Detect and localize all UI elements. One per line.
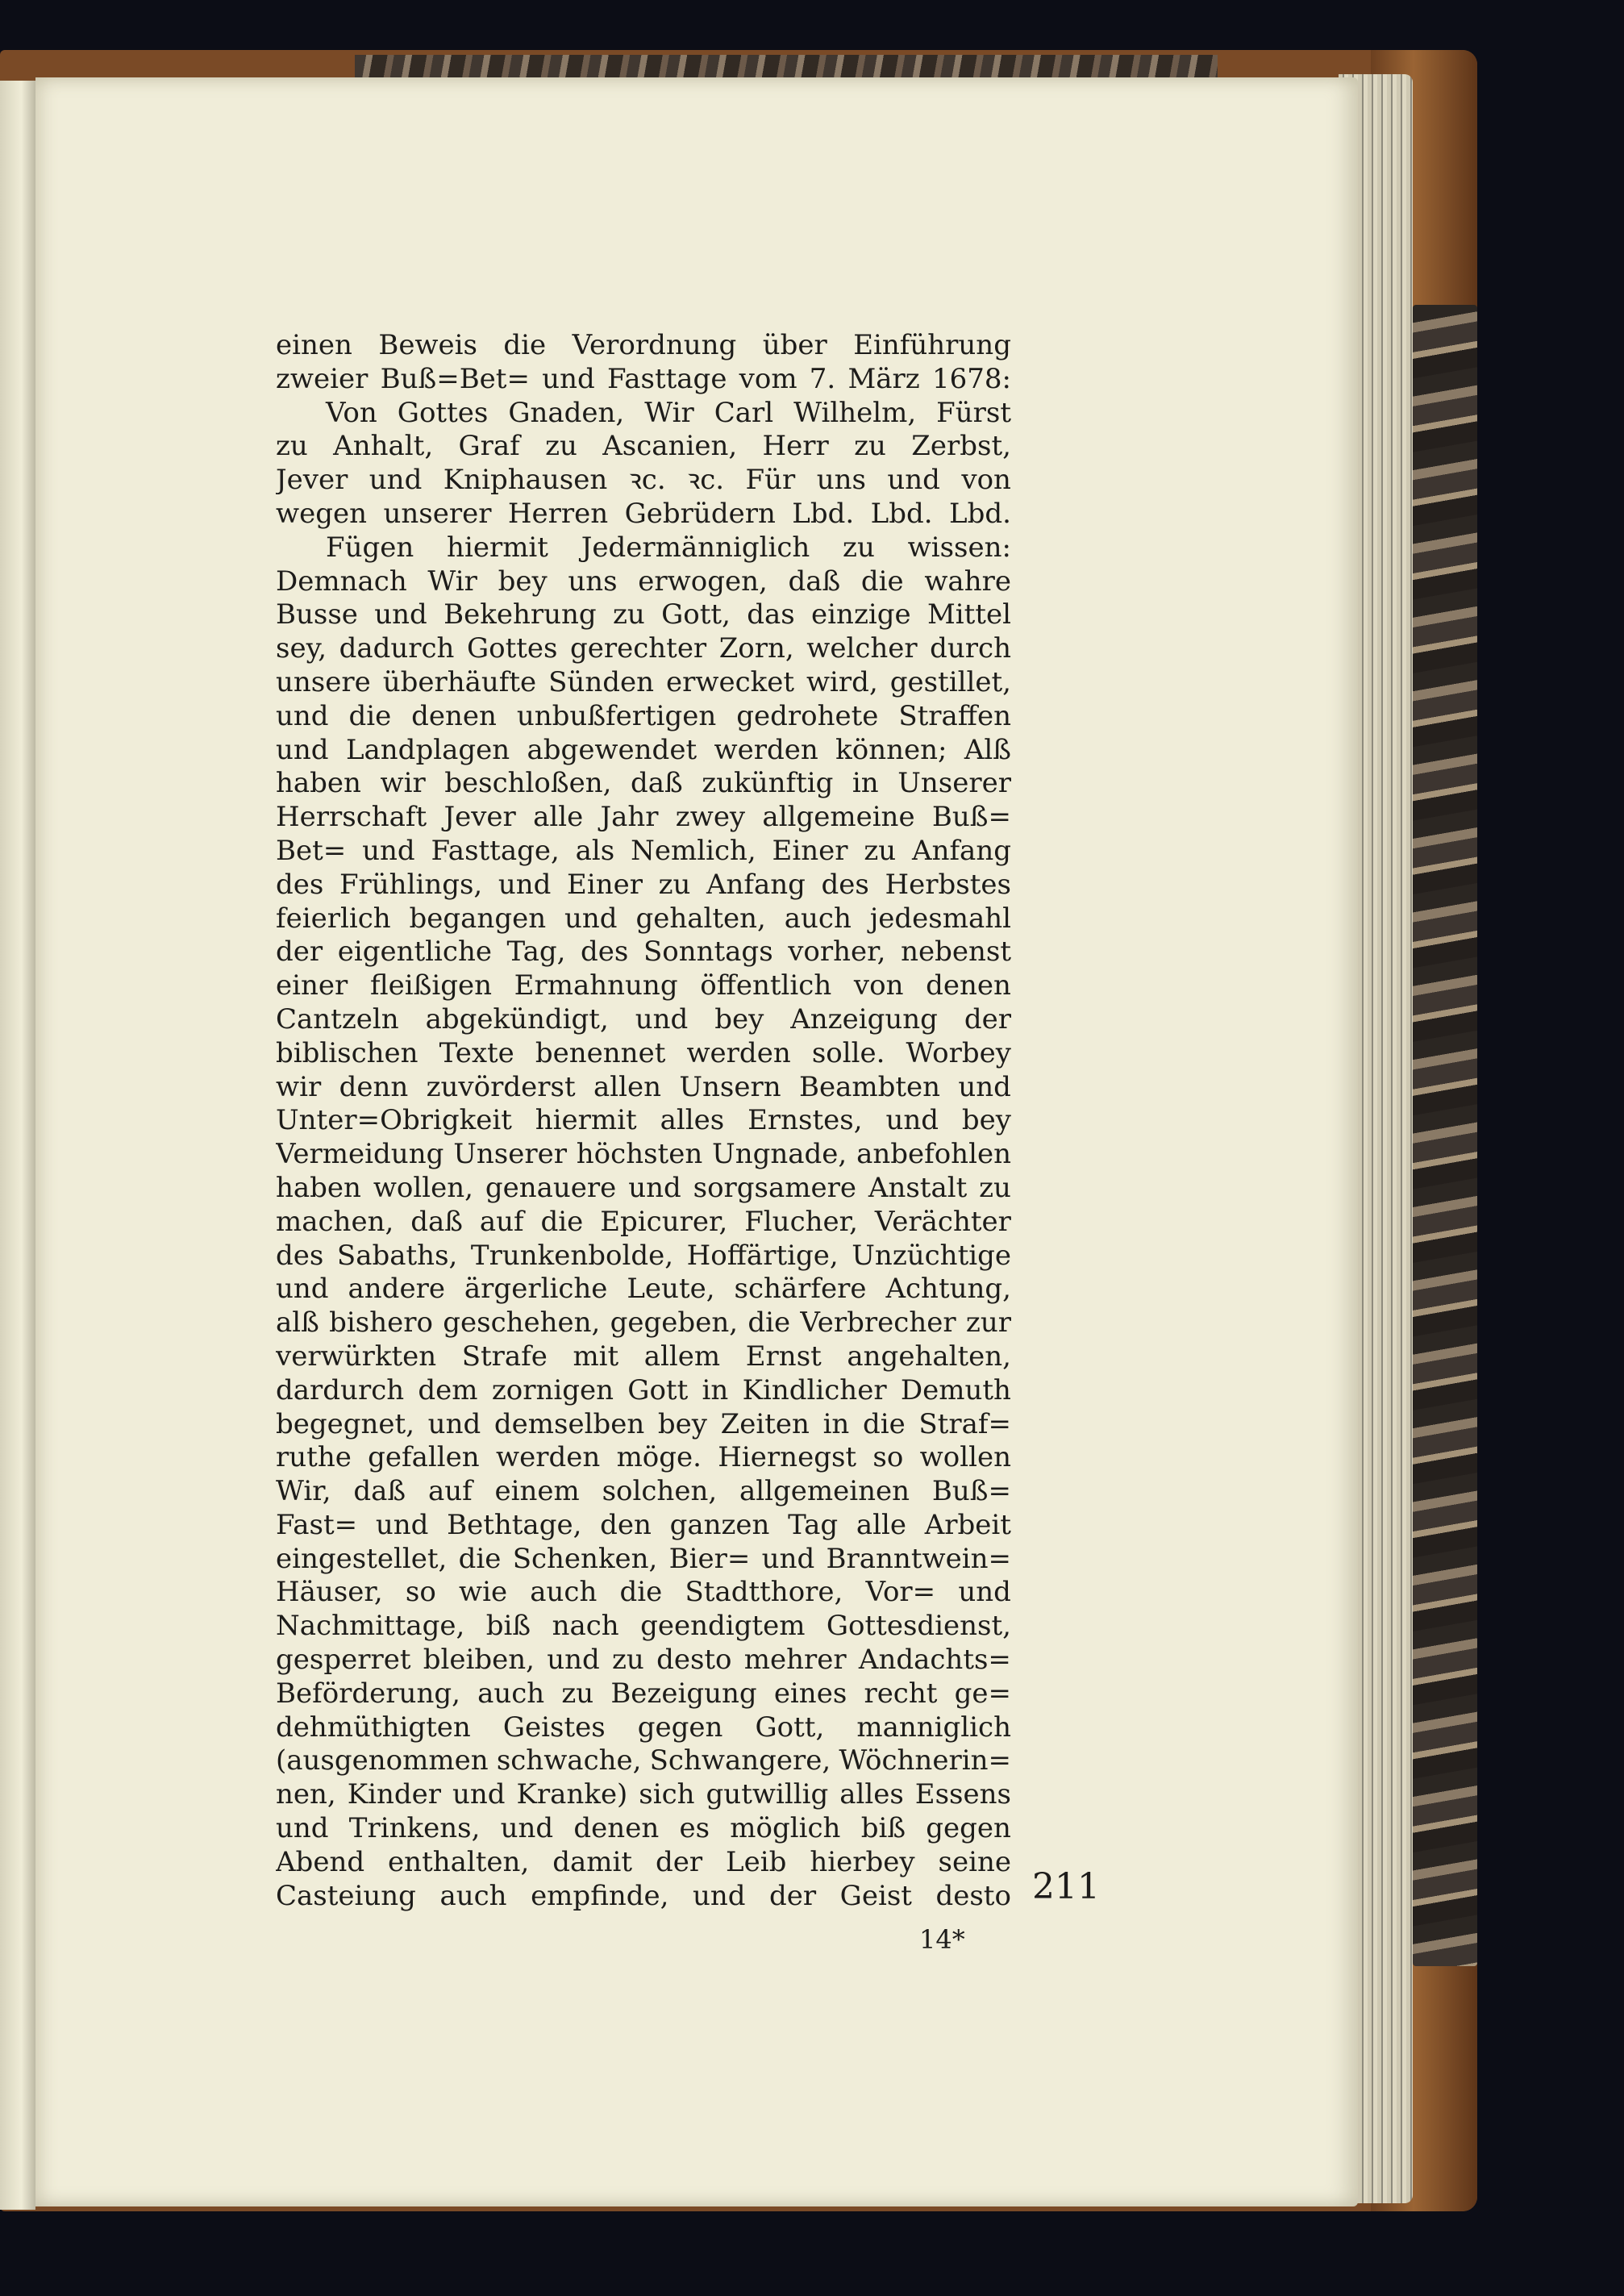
text-line: Unter=Obrigkeit hiermit alles Ernstes, und bey <box>276 1104 1011 1137</box>
text-line: Beförderung, auch zu Bezeigung eines recht ge= <box>276 1677 1011 1710</box>
signature-mark: 14* <box>919 1924 965 1955</box>
text-line: Fügen hiermit Jedermänniglich zu wissen: <box>326 531 1011 564</box>
text-line: des Frühlings, und Einer zu Anfang des Herbstes <box>276 868 1011 901</box>
text-line: verwürkten Strafe mit allem Ernst angehalten, <box>276 1340 1011 1373</box>
text-line: gesperret bleiben, und zu desto mehrer Andachts= <box>276 1644 1011 1677</box>
text-line: eingestellet, die Schenken, Bier= und Branntwein= <box>276 1542 1011 1575</box>
text-line: und die denen unbußfertigen gedrohete Straffen <box>276 699 1011 732</box>
text-line: Fast= und Bethtage, den ganzen Tag alle Arbeit <box>276 1508 1011 1541</box>
text-line: und Landplagen abgewendet werden können; Alß <box>276 733 1011 766</box>
text-line: ruthe gefallen werden möge. Hiernegst so wollen <box>276 1441 1011 1474</box>
text-line: dehmüthigten Geistes gegen Gott, manniglich <box>276 1711 1011 1744</box>
text-line: Abend enthalten, damit der Leib hierbey seine <box>276 1845 1011 1878</box>
text-line: der eigentliche Tag, des Sonntags vorher, nebenst <box>276 935 1011 969</box>
text-line: Häuser, so wie auch die Stadtthore, Vor= und <box>276 1576 1011 1609</box>
text-line: zweier Buß=Bet= und Fasttage vom 7. März 1678: <box>276 362 1011 395</box>
text-line: machen, daß auf die Epicurer, Flucher, Verächter <box>276 1205 1011 1238</box>
text-line: Demnach Wir bey uns erwogen, daß die wahre <box>276 565 1011 598</box>
text-line: dardurch dem zornigen Gott in Kindlicher Demuth <box>276 1373 1011 1406</box>
text-line: Busse und Bekehrung zu Gott, das einzige Mittel <box>276 598 1011 631</box>
text-line: Wir, daß auf einem solchen, allgemeinen Buß= <box>276 1475 1011 1508</box>
text-line: des Sabaths, Trunkenbolde, Hoffärtige, Unzüchtige <box>276 1239 1011 1272</box>
text-line: und Trinkens, und denen es möglich biß gegen <box>276 1812 1011 1845</box>
text-line: feierlich begangen und gehalten, auch jedesmahl <box>276 902 1011 935</box>
text-line: unsere überhäufte Sünden erwecket wird, gestillet, <box>276 665 1011 698</box>
text-line: und andere ärgerliche Leute, schärfere Achtung, <box>276 1273 1011 1306</box>
text-line: Nachmittage, biß nach geendigtem Gottesdienst, <box>276 1610 1011 1643</box>
page-number: 211 <box>1032 1866 1100 1907</box>
text-line: begegnet, und demselben bey Zeiten in die Straf= <box>276 1407 1011 1440</box>
text-line: einen Beweis die Verordnung über Einführung <box>276 329 1011 361</box>
text-line: Bet= und Fasttage, als Nemlich, Einer zu Anfang <box>276 834 1011 867</box>
body-text <box>276 329 1011 1913</box>
text-line: haben wir beschloßen, daß zukünftig in Unserer <box>276 767 1011 800</box>
text-line: zu Anhalt, Graf zu Ascanien, Herr zu Zerbst, <box>276 430 1011 463</box>
text-line: Casteiung auch empfinde, und der Geist desto <box>276 1879 1011 1912</box>
text-line: nen, Kinder und Kranke) sich gutwillig alles Essens <box>276 1778 1011 1811</box>
facing-page-edge <box>0 81 35 2210</box>
text-line: biblischen Texte benennet werden solle. Worbey <box>276 1036 1011 1069</box>
text-line: wegen unserer Herren Gebrüdern Lbd. Lbd. Lbd. <box>276 497 1011 530</box>
text-line: (ausgenommen schwache, Schwangere, Wöchnerin= <box>276 1744 1011 1777</box>
text-line: einer fleißigen Ermahnung öffentlich von denen <box>276 969 1011 1002</box>
text-line: Jever und Kniphausen ꝛc. ꝛc. Für uns und von <box>276 464 1011 497</box>
text-line: sey, dadurch Gottes gerechter Zorn, welcher durch <box>276 632 1011 665</box>
text-line: Cantzeln abgekündigt, und bey Anzeigung der <box>276 1002 1011 1035</box>
marbled-board-side <box>1413 305 1477 1966</box>
text-line: Vermeidung Unserer höchsten Ungnade, anbefohlen <box>276 1138 1011 1171</box>
text-line: Herrschaft Jever alle Jahr zwey allgemeine Buß= <box>276 801 1011 834</box>
text-line: haben wollen, genauere und sorgsamere Anstalt zu <box>276 1171 1011 1204</box>
text-line: Von Gottes Gnaden, Wir Carl Wilhelm, Fürst <box>326 396 1011 429</box>
text-line: alß bishero geschehen, gegeben, die Verbrecher zur <box>276 1306 1011 1340</box>
text-line: wir denn zuvörderst allen Unsern Beambten und <box>276 1070 1011 1103</box>
